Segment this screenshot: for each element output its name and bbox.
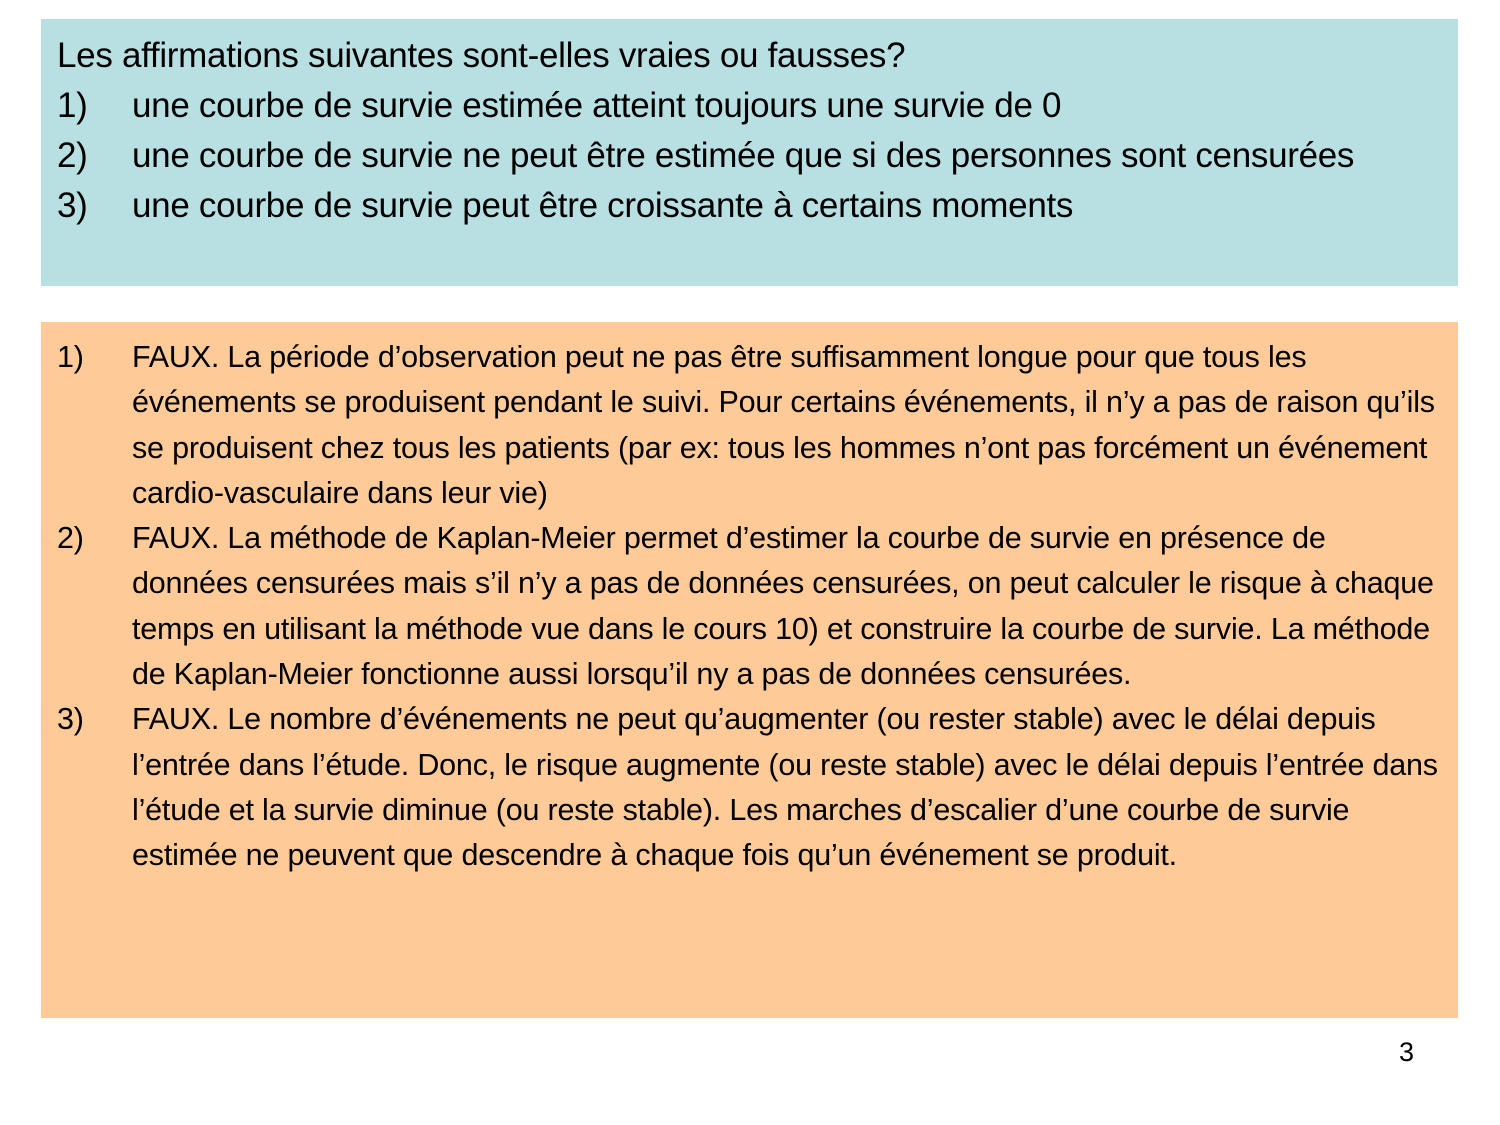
question-item-text: une courbe de survie estimée atteint toujours une survie de 0 bbox=[132, 86, 1062, 125]
page-number: 3 bbox=[1398, 1037, 1414, 1067]
answer-item-number: 1) bbox=[57, 340, 84, 374]
answer-item-text: FAUX. La méthode de Kaplan-Meier permet d’estimer la courbe de survie en présence de données censurées mais s’il n’y a pas de données censurées, on peut calculer le risque à chaque temps en utilisant la méthode vue dans le cours 10) et construire la courbe de survie. La méthode de Kaplan-Meier fonctionne aussi lorsqu’il ny a pas de données censurées. bbox=[132, 521, 1434, 692]
question-box bbox=[41, 19, 1458, 286]
question-list bbox=[57, 81, 1458, 231]
answer-list bbox=[57, 335, 1458, 879]
question-title: Les affirmations suivantes sont-elles vraies ou fausses? bbox=[57, 36, 906, 75]
question-item bbox=[57, 131, 1458, 181]
answer-box bbox=[41, 322, 1458, 1018]
answer-item-text: FAUX. Le nombre d’événements ne peut qu’augmenter (ou rester stable) avec le délai depuis l’entrée dans l’étude. Donc, le risque augmente (ou reste stable) avec le délai depuis l’entrée dans l’étude et la survie diminue (ou reste stable). Les marches d’escalier d’une courbe de survie estimée ne peuvent que descendre à chaque fois qu’un événement se produit. bbox=[132, 702, 1438, 873]
question-item-text: une courbe de survie peut être croissante à certains moments bbox=[132, 186, 1074, 225]
question-item bbox=[57, 181, 1458, 231]
answer-item-text: FAUX. La période d’observation peut ne pas être suffisamment longue pour que tous les événements se produisent pendant le suivi. Pour certains événements, il n’y a pas de raison qu’ils se produisent chez tous les patients (par ex: tous les hommes n’ont pas forcément un événement cardio-vasculaire dans leur vie) bbox=[132, 340, 1435, 510]
answer-item bbox=[57, 697, 1458, 878]
question-item-number: 2) bbox=[57, 136, 88, 175]
question-item-number: 3) bbox=[57, 186, 88, 225]
answer-item bbox=[57, 335, 1458, 516]
question-item-text: une courbe de survie ne peut être estimée que si des personnes sont censurées bbox=[132, 136, 1355, 175]
question-item-number: 1) bbox=[57, 86, 88, 125]
answer-item-number: 2) bbox=[57, 521, 84, 556]
question-item bbox=[57, 81, 1458, 131]
answer-item bbox=[57, 516, 1458, 697]
answer-item-number: 3) bbox=[57, 702, 84, 737]
